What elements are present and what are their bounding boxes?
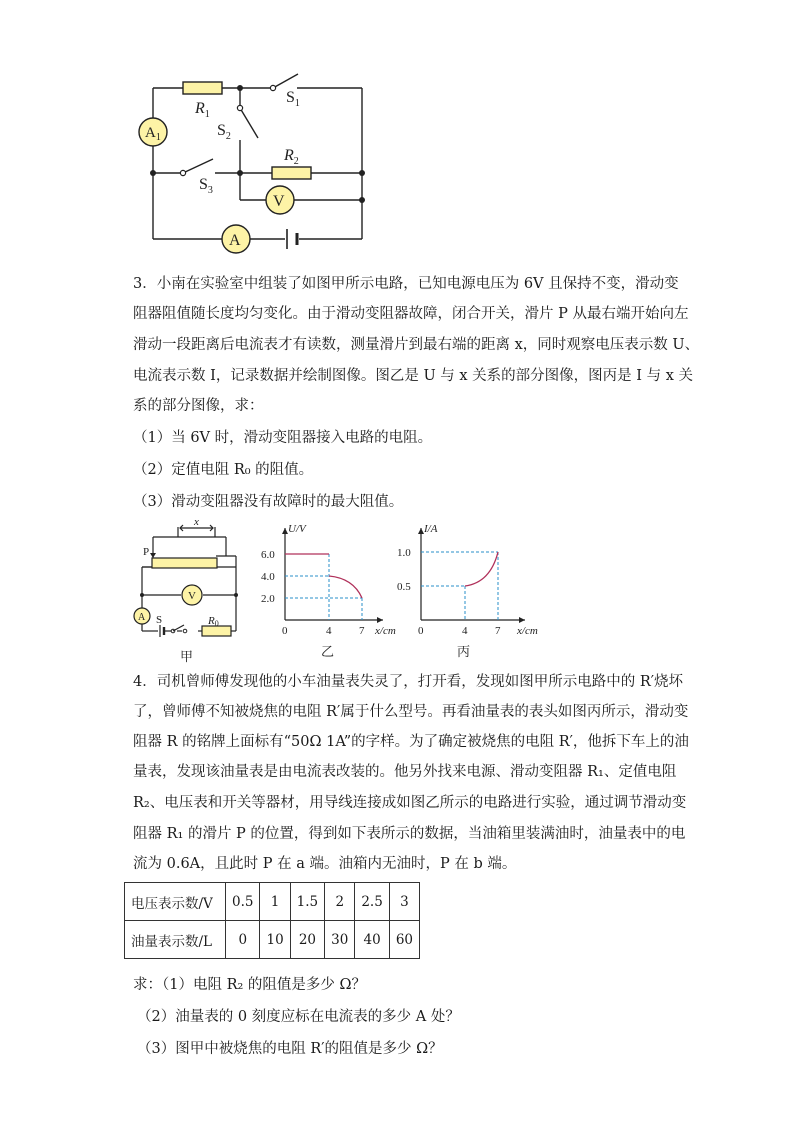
label-r0: R0 — [208, 615, 219, 628]
chart-yi — [255, 520, 405, 665]
series-curve — [465, 552, 498, 586]
q3-sub-2: （2）定值电阻 R₀ 的阻值。 — [133, 462, 314, 478]
q3-line-2: 阻器阻值随长度均匀变化。由于滑动变阻器故障，闭合开关，滑片 P 从最右端开始向左 — [133, 306, 689, 322]
q4-line-5: R₂、电压表和开关等器材，用导线连接成如图乙所示的电路进行实验，通过调节滑动变 — [133, 795, 687, 811]
label-s2: $S_2$ — [217, 122, 231, 142]
label-v: V — [273, 193, 285, 210]
circuit-figure-top — [125, 65, 385, 255]
series-curve — [329, 576, 362, 598]
y-tick-label: 4.0 — [261, 571, 275, 583]
x-axis-arrow — [519, 617, 525, 623]
label-s3: $S_3$ — [199, 176, 213, 196]
y-tick-label: 2.0 — [261, 593, 275, 605]
x-axis-arrow — [377, 617, 383, 623]
y-tick-label: 0.5 — [397, 581, 411, 593]
q3-line-3: 滑动一段距离后电流表才有读数，测量滑片到最右端的距离 x，同时观察电压表示数 U、 — [133, 337, 700, 353]
y-axis-label: I/A — [424, 523, 438, 535]
x-tick-label: 7 — [495, 625, 501, 637]
y-axis-label: U/V — [288, 523, 306, 535]
table-cell: 2 — [325, 883, 355, 921]
q3-line-1: 3．小南在实验室中组装了如图甲所示电路，已知电源电压为 6V 且保持不变，滑动变 — [133, 276, 679, 292]
x-tick-label: 4 — [326, 625, 332, 637]
resistor-r2 — [272, 167, 311, 179]
y-tick-label: 1.0 — [397, 547, 411, 559]
label-x: x — [194, 516, 199, 528]
table-cell: 3 — [389, 883, 419, 921]
x-tick-label: 4 — [462, 625, 468, 637]
table-cell: 60 — [389, 921, 419, 959]
q4-line-6: 阻器 R₁ 的滑片 P 的位置，得到如下表所示的数据，当油箱里装满油时，油量表中的电 — [133, 826, 686, 842]
caption-jia: 甲 — [180, 649, 194, 664]
table-cell: 1 — [260, 883, 290, 921]
table-cell: 0.5 — [226, 883, 260, 921]
x-axis-label: x/cm — [375, 625, 396, 637]
table-head-voltage: 电压表示数/V — [125, 883, 226, 921]
q4-line-2: 了，曾师傅不知被烧焦的电阻 R′属于什么型号。再看油量表的表头如图丙所示，滑动变 — [133, 704, 689, 720]
label-p: P — [143, 546, 150, 558]
label-a: A — [229, 232, 241, 249]
x-axis-label: x/cm — [517, 625, 538, 637]
label-s-jia: S — [156, 614, 163, 626]
table-head-oil: 油量表示数/L — [125, 921, 226, 959]
y-tick-label: 6.0 — [261, 549, 275, 561]
q3-line-5: 系的部分图像，求： — [133, 398, 264, 414]
table-cell: 30 — [325, 921, 355, 959]
q4-line-1: 4．司机曾师傅发现他的小车油量表失灵了，打开看，发现如图甲所示电路中的 R′烧坏 — [133, 674, 684, 690]
x-tick-label: 0 — [418, 625, 424, 637]
x-tick-label: 0 — [282, 625, 288, 637]
label-a-jia: A — [138, 612, 146, 623]
table-cell: 40 — [355, 921, 389, 959]
q3-line-4: 电流表示数 I，记录数据并绘制图像。图乙是 U 与 x 关系的部分图像，图丙是 I 与 x 关 — [133, 368, 694, 384]
label-s1: $S_1$ — [286, 89, 300, 109]
q3-sub-1: （1）当 6V 时，滑动变阻器接入电路的电阻。 — [133, 430, 433, 446]
q4-line-4: 量表，发现该油量表是由电流表改装的。他另外找来电源、滑动变阻器 R₁、定值电阻 — [133, 764, 677, 780]
label-r2: $R_2$ — [284, 147, 299, 167]
chart-bing — [395, 520, 555, 665]
q4-line-7: 流为 0.6A，且此时 P 在 a 端。油箱内无油时，P 在 b 端。 — [133, 856, 517, 872]
table-cell: 1.5 — [290, 883, 324, 921]
resistor-r1 — [183, 82, 222, 94]
table-row — [125, 921, 420, 959]
q4-line-3: 阻器 R 的铭牌上面标有“50Ω 1A”的字样。为了确定被烧焦的电阻 R′，他拆下车上的油 — [133, 734, 689, 750]
q3-sub-3: （3）滑动变阻器没有故障时的最大阻值。 — [133, 494, 404, 510]
label-r1: $R_1$ — [195, 100, 210, 120]
table-cell: 20 — [290, 921, 324, 959]
label-v-jia: V — [188, 590, 196, 602]
chart-caption: 乙 — [321, 644, 335, 659]
table-cell: 2.5 — [355, 883, 389, 921]
label-a1: $A_1$ — [145, 125, 161, 143]
chart-caption: 丙 — [457, 644, 471, 659]
x-tick-label: 7 — [359, 625, 365, 637]
table-cell: 10 — [260, 921, 290, 959]
q4-sub-3: （3）图甲中被烧焦的电阻 R′的阻值是多少 Ω？ — [137, 1041, 443, 1057]
circuit-figure-jia — [128, 515, 248, 665]
data-table — [124, 882, 420, 959]
q4-sub-1: 求：（1）电阻 R₂ 的阻值是多少 Ω？ — [133, 977, 367, 993]
table-row — [125, 883, 420, 921]
q4-sub-2: （2）油量表的 0 刻度应标在电流表的多少 A 处？ — [137, 1009, 460, 1025]
table-cell: 0 — [226, 921, 260, 959]
